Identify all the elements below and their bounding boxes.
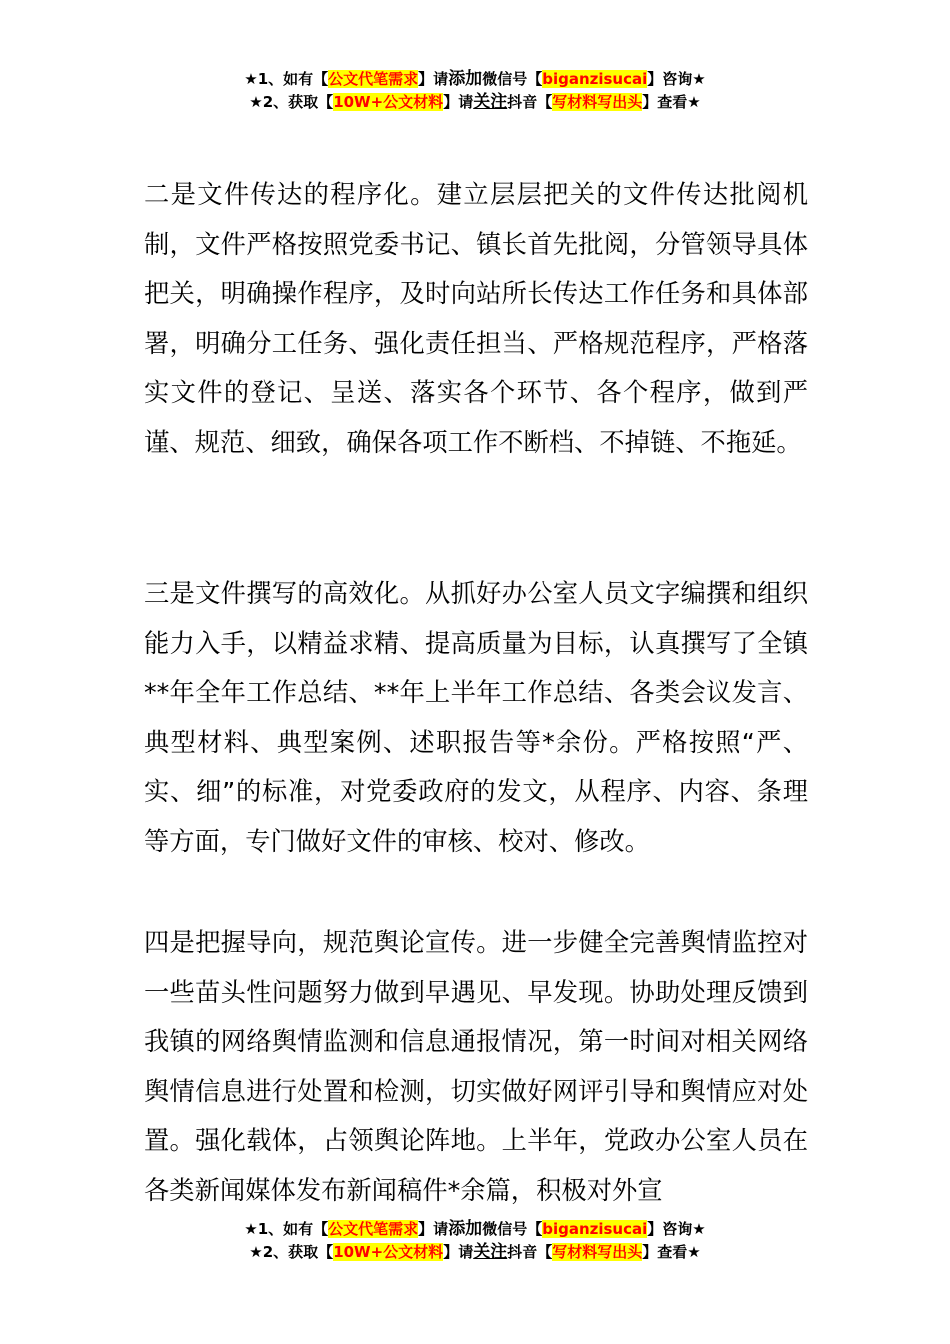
banner-emphasis: 添加 <box>448 69 483 89</box>
banner-text: 】请 <box>418 1220 449 1238</box>
banner-text: ★2、获取【 <box>249 1243 334 1261</box>
header-banner <box>0 68 950 114</box>
banner-text: 微信号【 <box>482 1220 543 1238</box>
banner-line-2 <box>0 1241 950 1264</box>
banner-highlight-douyin-account: 写材料写出头 <box>552 93 643 111</box>
banner-text: 】请 <box>443 1243 474 1261</box>
banner-highlight-materials: 10W+公文材料 <box>333 93 444 111</box>
banner-highlight-douyin-account: 写材料写出头 <box>552 1243 643 1261</box>
banner-text: ★2、获取【 <box>249 93 334 111</box>
banner-line-1 <box>0 1218 950 1241</box>
banner-text: 抖音【 <box>507 93 553 111</box>
banner-text: 】请 <box>443 93 474 111</box>
banner-text: 抖音【 <box>507 1243 553 1261</box>
banner-highlight-service: 公文代笔需求 <box>328 1220 419 1238</box>
banner-highlight-materials: 10W+公文材料 <box>333 1243 444 1261</box>
footer-banner <box>0 1218 950 1264</box>
banner-text: 】请 <box>418 70 449 88</box>
banner-text: ★1、如有【 <box>244 70 329 88</box>
banner-emphasis: 关注 <box>473 1242 508 1262</box>
banner-highlight-wechat-id: biganzisucai <box>542 1220 648 1238</box>
paragraph-document-circulation: 二是文件传达的程序化。建立层层把关的文件传达批阅机制，文件严格按照党委书记、镇长首先批阅，分管领导具体把关，明确操作程序，及时向站所长传达工作任务和具体部署，明确分工任务、强化责任担当、严格规范程序，严格落实文件的登记、呈送、落实各个环节、各个程序，做到严谨、规范、细致，确保各项工作不断档、不掉链、不拖延。 <box>144 180 808 457</box>
banner-highlight-wechat-id: biganzisucai <box>542 70 648 88</box>
banner-line-1 <box>0 68 950 91</box>
paragraph-document-writing: 三是文件撰写的高效化。从抓好办公室人员文字编撰和组织能力入手，以精益求精、提高质量为目标，认真撰写了全镇**年全年工作总结、**年上半年工作总结、各类会议发言、典型材料、典型案例、述职报告等*余份。严格按照“严、实、细”的标准，对党委政府的发文，从程序、内容、条理等方面，专门做好文件的审核、校对、修改。 <box>144 579 808 856</box>
banner-text: ★1、如有【 <box>244 1220 329 1238</box>
banner-text: 】咨询★ <box>647 1220 706 1238</box>
banner-highlight-service: 公文代笔需求 <box>328 70 419 88</box>
banner-text: 】咨询★ <box>647 70 706 88</box>
paragraph-public-opinion: 四是把握导向，规范舆论宣传。进一步健全完善舆情监控对一些苗头性问题努力做到早遇见、早发现。协助处理反馈到我镇的网络舆情监测和信息通报情况，第一时间对相关网络舆情信息进行处置和检测，切实做好网评引导和舆情应对处置。强化载体，占领舆论阵地。上半年，党政办公室人员在各类新闻媒体发布新闻稿件*余篇，积极对外宣 <box>144 928 808 1205</box>
banner-text: 】查看★ <box>642 93 701 111</box>
banner-line-2 <box>0 91 950 114</box>
banner-text: 微信号【 <box>482 70 543 88</box>
banner-emphasis: 添加 <box>448 1219 483 1239</box>
banner-emphasis: 关注 <box>473 92 508 112</box>
banner-text: 】查看★ <box>642 1243 701 1261</box>
